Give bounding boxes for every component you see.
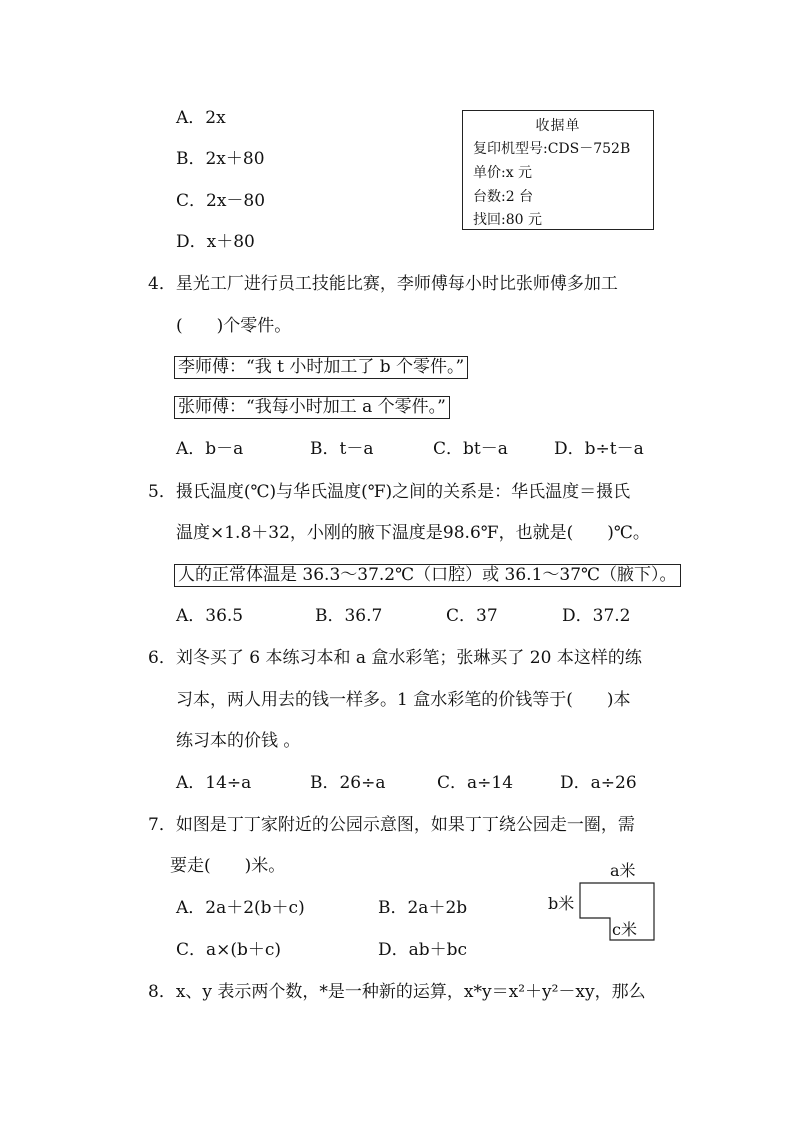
q7-option-d: D．ab＋bc xyxy=(378,940,468,960)
q4-option-b: B．t－a xyxy=(310,439,374,459)
q4-option-a: A．b－a xyxy=(176,439,244,459)
q5-stem-line1: 5．摄氏温度(℃)与华氏温度(℉)之间的关系是：华氏温度＝摄氏 xyxy=(148,482,631,502)
q4-quote-zhang: 张师傅：“我每小时加工 a 个零件。” xyxy=(174,396,450,419)
receipt-line-model: 复印机型号:CDS－752B xyxy=(473,141,631,157)
receipt-line-change: 找回:80 元 xyxy=(473,212,542,228)
park-figure xyxy=(550,860,680,950)
q7-option-b: B．2a＋2b xyxy=(378,898,468,918)
receipt-line-count: 台数:2 台 xyxy=(473,189,534,205)
q6-option-c: C．a÷14 xyxy=(437,773,514,793)
q4-quote-li: 李师傅：“我 t 小时加工了 b 个零件。” xyxy=(174,356,468,379)
q6-stem-line3: 练习本的价钱 。 xyxy=(176,731,301,751)
q7-option-a: A．2a＋2(b＋c) xyxy=(176,898,305,918)
q5-option-a: A．36.5 xyxy=(176,606,244,626)
q3-option-d: D．x＋80 xyxy=(176,232,255,252)
figure-label-a: a米 xyxy=(610,861,636,880)
q5-note-box: 人的正常体温是 36.3～37.2℃（口腔）或 36.1～37℃（腋下）。 xyxy=(174,564,681,587)
q4-option-d: D．b÷t－a xyxy=(554,439,644,459)
q4-stem-line1: 4．星光工厂进行员工技能比赛，李师傅每小时比张师傅多加工 xyxy=(148,274,618,294)
q3-option-b: B．2x＋80 xyxy=(176,149,265,169)
q5-stem-line2: 温度×1.8＋32，小刚的腋下温度是98.6℉，也就是( )℃。 xyxy=(176,523,650,543)
q4-option-c: C．bt－a xyxy=(433,439,508,459)
q5-option-c: C．37 xyxy=(446,606,498,626)
q3-option-c: C．2x－80 xyxy=(176,191,266,211)
q4-stem-line2: ( )个零件。 xyxy=(176,316,292,336)
q6-option-b: B．26÷a xyxy=(310,773,386,793)
q7-option-c: C．a×(b＋c) xyxy=(176,940,282,960)
figure-label-b: b米 xyxy=(548,894,575,913)
figure-label-c: c米 xyxy=(612,920,637,939)
q6-stem-line2: 习本，两人用去的钱一样多。1 盒水彩笔的价钱等于( )本 xyxy=(176,690,631,710)
q5-option-b: B．36.7 xyxy=(315,606,383,626)
q6-option-d: D．a÷26 xyxy=(560,773,637,793)
receipt-title: 收据单 xyxy=(535,118,581,134)
q7-stem-line2: 要走( )米。 xyxy=(170,856,286,876)
receipt-box xyxy=(462,110,654,230)
receipt-line-price: 单价:x 元 xyxy=(473,165,533,181)
q6-option-a: A．14÷a xyxy=(176,773,252,793)
q3-option-a: A．2x xyxy=(176,108,226,128)
q6-stem-line1: 6．刘冬买了 6 本练习本和 a 盒水彩笔；张琳买了 20 本这样的练 xyxy=(148,648,642,668)
q5-option-d: D．37.2 xyxy=(562,606,631,626)
q7-stem-line1: 7．如图是丁丁家附近的公园示意图，如果丁丁绕公园走一圈，需 xyxy=(148,815,635,835)
q8-stem-line1: 8．x、y 表示两个数，*是一种新的运算，x*y＝x²＋y²－xy，那么 xyxy=(148,982,646,1002)
